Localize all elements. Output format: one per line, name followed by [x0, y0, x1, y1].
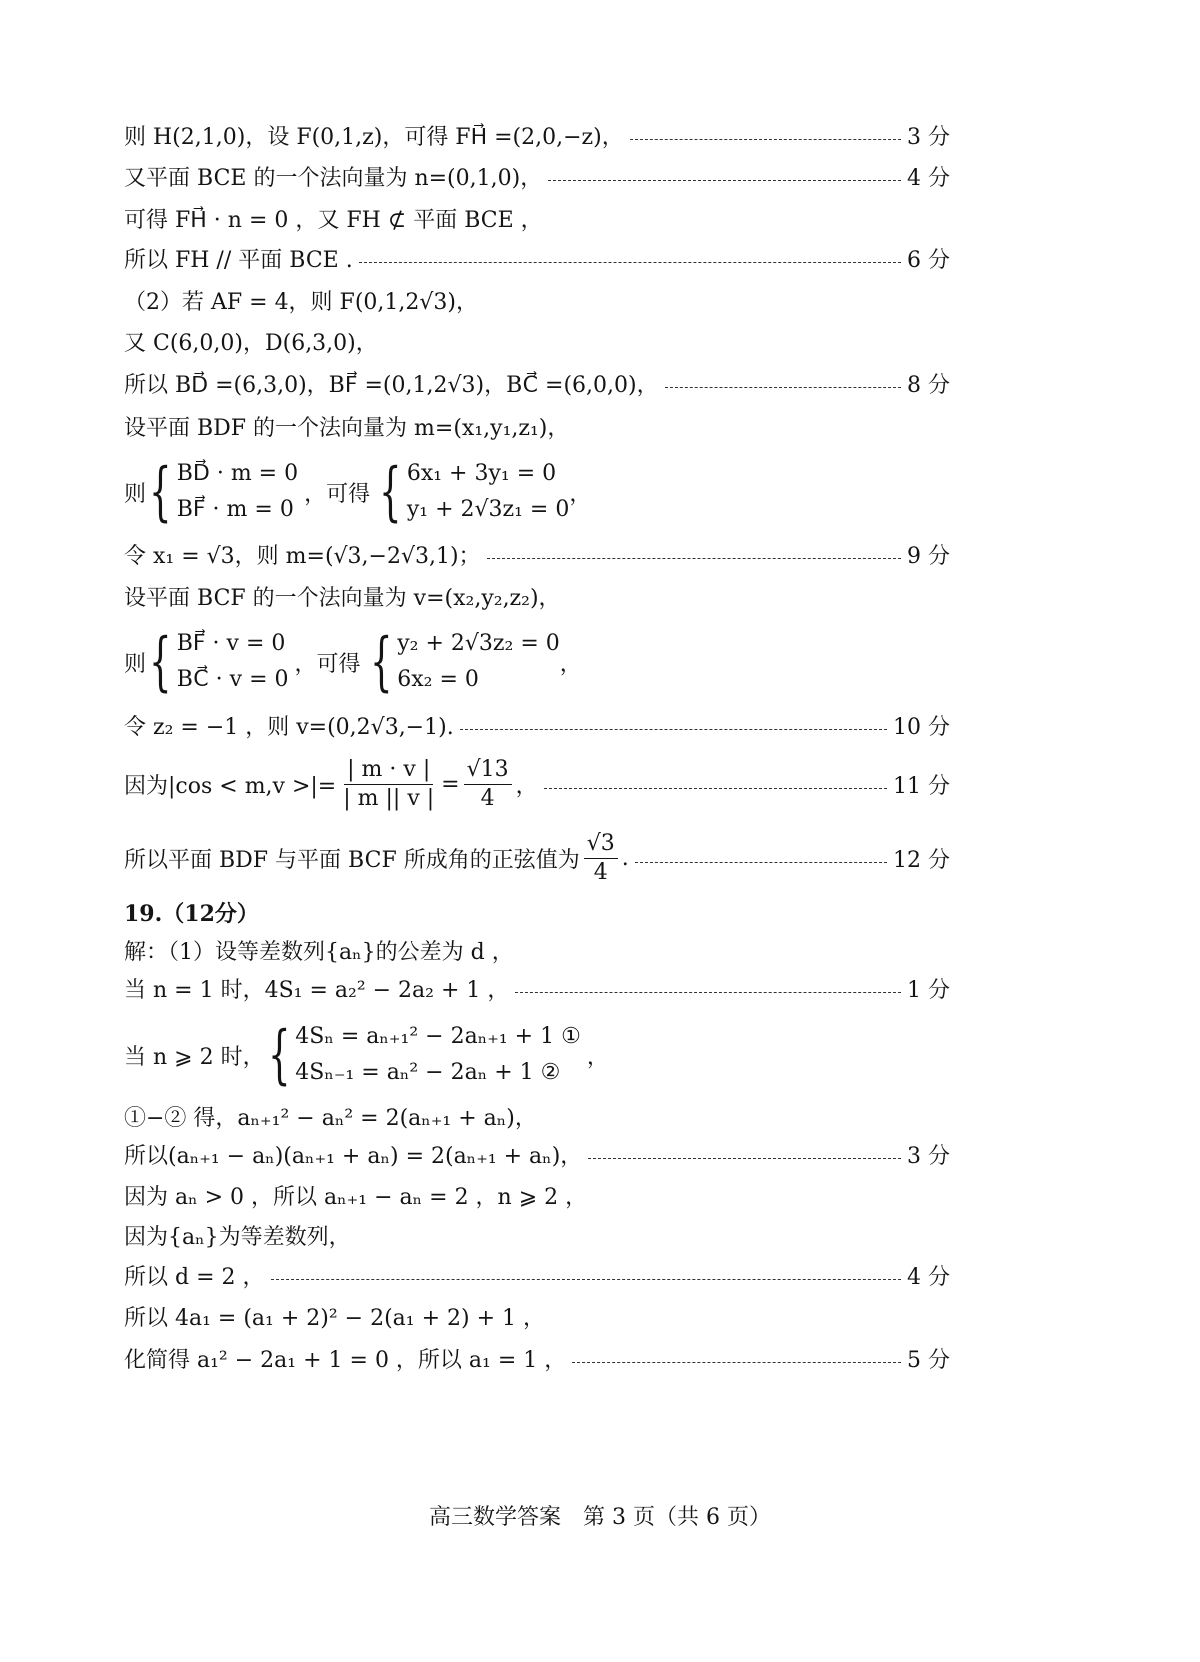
system-eq: BD⃗ · m = 0 [176, 461, 299, 486]
fraction-row [124, 756, 538, 813]
score: 3 分 [907, 124, 950, 150]
equation-system-2 [376, 455, 570, 529]
line-text: 令 z₂ = −1 ，则 v=(0,2√3,−1). [124, 714, 454, 740]
equation-system-2 [367, 625, 560, 699]
dash-leader [487, 558, 901, 559]
line-12-system [124, 622, 950, 702]
score: 8 分 [907, 372, 950, 398]
system-prefix: 则 [124, 651, 147, 677]
score: 9 分 [907, 543, 950, 569]
denominator: | m || v | [343, 785, 435, 811]
system-suffix: ， [569, 481, 592, 507]
line-text: 所以 BD⃗ =(6,3,0)，BF⃗ =(0,1,2√3)，BC⃗ =(6,0,0)， [124, 372, 659, 398]
fraction-suffix: ， [515, 773, 538, 799]
fraction-prefix: 因为|cos < m,v >|= [124, 773, 337, 799]
dash-leader [271, 1279, 902, 1280]
line-26 [124, 1338, 950, 1378]
score: 1 分 [907, 977, 950, 1003]
dash-leader [544, 788, 887, 789]
line-21 [124, 1134, 950, 1174]
fraction-1 [584, 830, 618, 887]
score: 4 分 [907, 165, 950, 191]
dash-leader [630, 139, 901, 140]
left-brace-icon: { [267, 1018, 291, 1092]
line-15-fraction [124, 826, 950, 890]
line-text: 可得 FH⃗ · n = 0 ，又 FH ⊄ 平面 BCE ， [124, 207, 543, 233]
line-text: 所以 FH // 平面 BCE . [124, 247, 353, 273]
line-1 [124, 115, 950, 155]
line-25 [124, 1296, 950, 1336]
system-row [124, 1018, 609, 1092]
line-text: 19.（12分） [124, 900, 259, 927]
line-14-fraction [124, 752, 950, 816]
line-11 [124, 576, 950, 616]
line-text: 则 H(2,1,0)，设 F(0,1,z)，可得 FH⃗ =(2,0,−z)， [124, 124, 624, 150]
dash-leader [665, 387, 901, 388]
score: 3 分 [907, 1143, 950, 1169]
dash-leader [635, 862, 887, 863]
line-10 [124, 534, 950, 574]
line-13 [124, 705, 950, 745]
dash-leader [460, 729, 887, 730]
fraction-2 [464, 756, 512, 813]
line-23 [124, 1215, 950, 1255]
numerator: √3 [584, 830, 618, 859]
line-3 [124, 198, 950, 238]
score: 10 分 [893, 714, 950, 740]
line-text: 所以 4a₁ = (a₁ + 2)² − 2(a₁ + 2) + 1 ， [124, 1305, 546, 1331]
numerator: | m · v | [344, 756, 433, 785]
system-suffix: ， [559, 651, 582, 677]
line-text: 因为{aₙ}为等差数列， [124, 1224, 351, 1250]
score: 4 分 [907, 1264, 950, 1290]
equation-system-1 [265, 1018, 581, 1092]
left-brace-icon: { [149, 455, 172, 529]
line-24 [124, 1255, 950, 1295]
dash-leader [515, 992, 901, 993]
dash-leader [548, 180, 901, 181]
line-17 [124, 930, 950, 970]
system-eq: BF⃗ · v = 0 [176, 631, 286, 656]
score: 12 分 [893, 847, 950, 873]
left-brace-icon: { [369, 625, 393, 699]
line-text: 令 x₁ = √3，则 m=(√3,−2√3,1)； [124, 543, 481, 569]
line-text: 因为 aₙ > 0 ，所以 aₙ₊₁ − aₙ = 2 ，n ⩾ 2 ， [124, 1184, 588, 1210]
line-18 [124, 968, 950, 1008]
left-brace-icon: { [149, 625, 172, 699]
line-2 [124, 156, 950, 196]
system-eq: BF⃗ · m = 0 [176, 497, 294, 522]
score: 11 分 [893, 773, 950, 799]
denominator: 4 [480, 785, 495, 811]
line-9-system [124, 452, 950, 532]
fraction-mid: = [441, 771, 460, 797]
line-5 [124, 280, 950, 320]
dash-leader [588, 1158, 901, 1159]
line-text: 当 n = 1 时，4S₁ = a₂² − 2a₂ + 1 ， [124, 977, 510, 1003]
line-7 [124, 363, 950, 403]
system-prefix: 则 [124, 481, 147, 507]
line-text: 又平面 BCE 的一个法向量为 n=(0,1,0)， [124, 165, 543, 191]
denominator: 4 [593, 859, 608, 885]
system-eq: 4Sₙ = aₙ₊₁² − 2aₙ₊₁ + 1 ① [295, 1024, 581, 1049]
line-4 [124, 238, 950, 278]
system-eq: BC⃗ · v = 0 [176, 667, 289, 692]
line-text: 所以(aₙ₊₁ − aₙ)(aₙ₊₁ + aₙ) = 2(aₙ₊₁ + aₙ)， [124, 1143, 583, 1169]
system-suffix: ， [586, 1044, 609, 1070]
line-text: 所以 d = 2 ， [124, 1264, 265, 1290]
fraction-1 [340, 756, 437, 813]
fraction-row [124, 830, 629, 887]
system-eq: 6x₁ + 3y₁ = 0 [406, 461, 557, 486]
system-eq: 4Sₙ₋₁ = aₙ² − 2aₙ + 1 ② [295, 1060, 561, 1085]
dash-leader [359, 262, 901, 263]
line-text: ①−② 得，aₙ₊₁² − aₙ² = 2(aₙ₊₁ + aₙ)， [124, 1105, 537, 1131]
fraction-prefix: 所以平面 BDF 与平面 BCF 所成角的正弦值为 [124, 847, 580, 873]
score: 6 分 [907, 247, 950, 273]
system-mid: ，可得 [304, 481, 371, 507]
system-eq: 6x₂ = 0 [397, 667, 479, 692]
line-text: 设平面 BDF 的一个法向量为 m=(x₁,y₁,z₁)， [124, 415, 570, 441]
system-eq: y₁ + 2√3z₁ = 0 [406, 497, 570, 522]
line-text: 化简得 a₁² − 2a₁ + 1 = 0 ，所以 a₁ = 1 ， [124, 1347, 567, 1373]
system-mid: ，可得 [294, 651, 361, 677]
page-footer: 高三数学答案 第 3 页（共 6 页） [429, 1505, 771, 1530]
line-8 [124, 406, 950, 446]
left-brace-icon: { [379, 455, 402, 529]
line-text: 又 C(6,0,0)，D(6,3,0)， [124, 330, 378, 356]
problem-19-heading [124, 892, 950, 932]
line-6 [124, 321, 950, 361]
line-22 [124, 1175, 950, 1215]
score: 5 分 [907, 1347, 950, 1373]
system-prefix: 当 n ⩾ 2 时， [124, 1044, 265, 1070]
numerator: √13 [464, 756, 512, 785]
system-eq: y₂ + 2√3z₂ = 0 [397, 631, 560, 656]
line-text: （2）若 AF = 4，则 F(0,1,2√3)， [124, 289, 478, 315]
system-row [124, 455, 592, 529]
equation-system-1 [146, 625, 289, 699]
line-text: 设平面 BCF 的一个法向量为 v=(x₂,y₂,z₂)， [124, 585, 561, 611]
equation-system-1 [146, 455, 299, 529]
fraction-suffix: . [621, 845, 629, 871]
line-text: 解：（1）设等差数列{aₙ}的公差为 d ， [124, 939, 514, 965]
line-19-system [124, 1015, 950, 1095]
dash-leader [572, 1362, 901, 1363]
system-row [124, 625, 582, 699]
line-20 [124, 1096, 950, 1136]
